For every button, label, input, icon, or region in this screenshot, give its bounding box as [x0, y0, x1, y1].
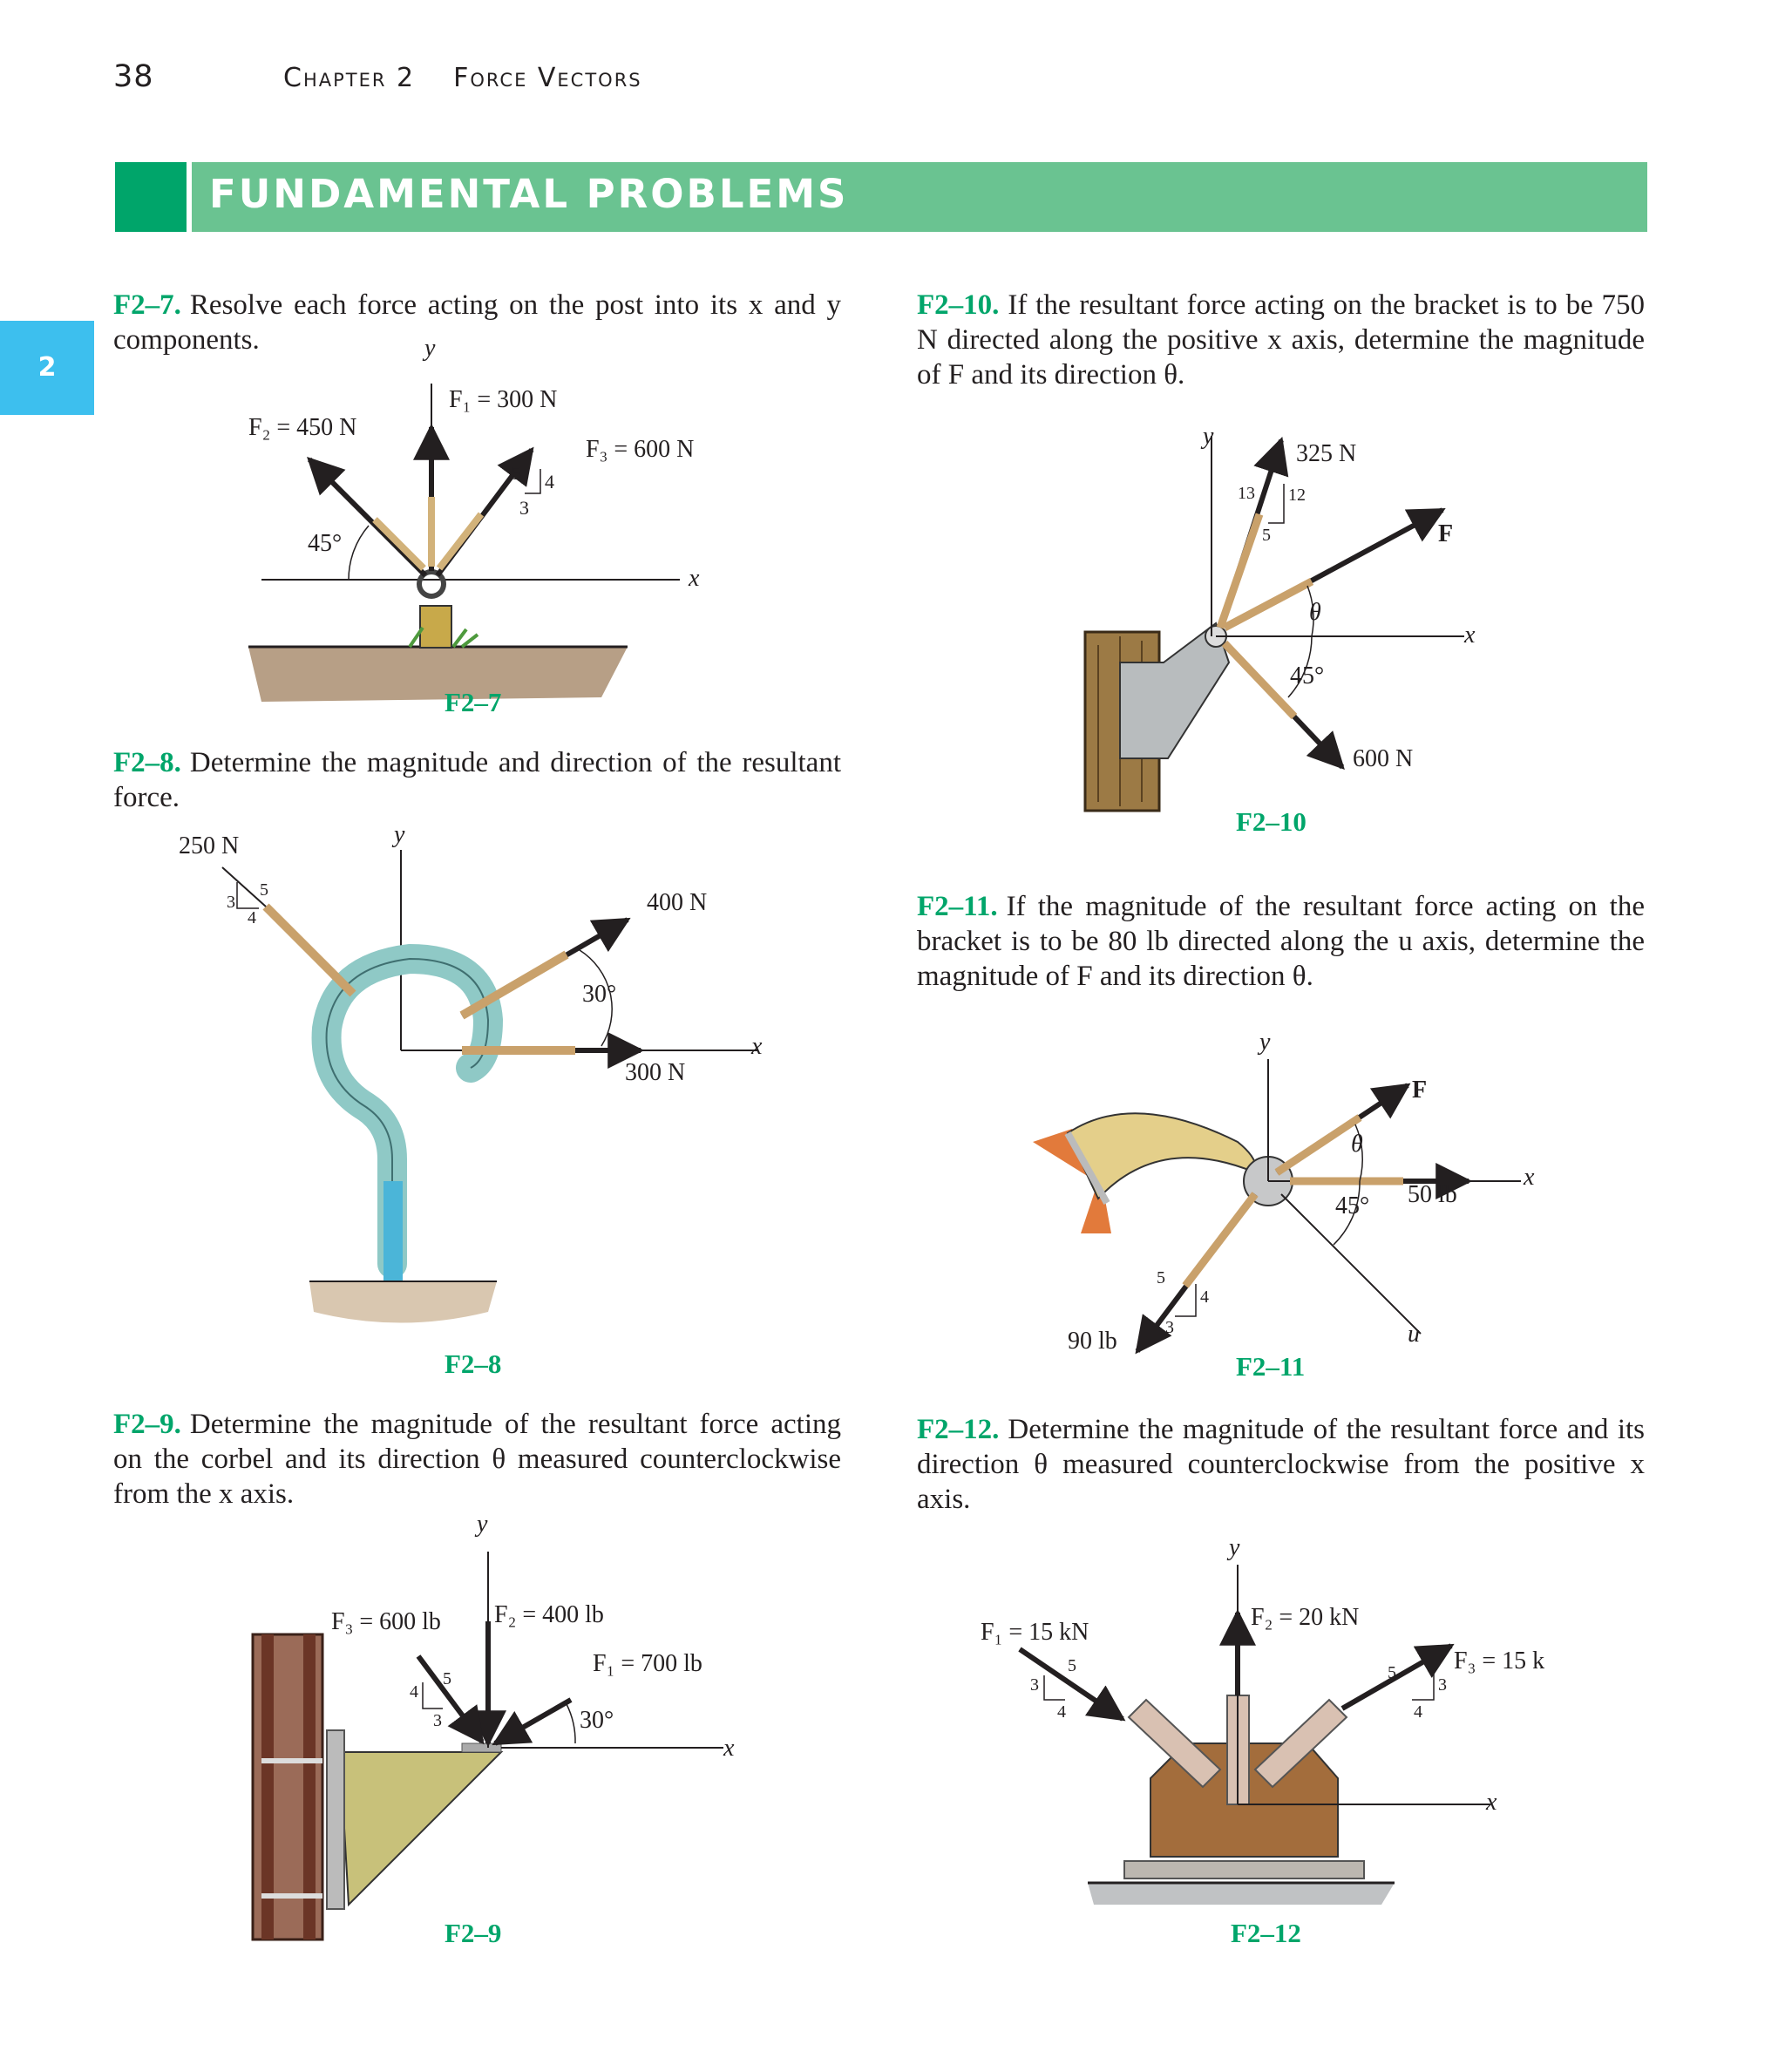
problem-text: If the resultant force acting on the bracket is to be 750 N directed along the positive x axis, determine the magnitude of F and its direction θ.: [917, 289, 1645, 391]
caption-f2-9: F2–9: [445, 1918, 502, 1948]
label-f2: F₂ = 20 kN: [1251, 1604, 1360, 1631]
label-u: u: [1408, 1321, 1420, 1348]
foundation: [1088, 1883, 1395, 1905]
slope-4-left: 4: [1057, 1702, 1066, 1722]
caption-f2-8: F2–8: [445, 1348, 502, 1379]
slope-3: 3: [1165, 1318, 1174, 1337]
problem-id: F2–8.: [113, 747, 181, 778]
label-x: x: [1524, 1164, 1535, 1191]
section-title: FUNDAMENTAL PROBLEMS: [209, 171, 849, 217]
slope-4: 4: [248, 908, 256, 927]
problem-id: F2–10.: [917, 289, 1000, 321]
label-y: y: [477, 1511, 488, 1538]
slope-4: 4: [545, 471, 554, 493]
problem-text: Determine the magnitude of the resultant force and its direction θ measured counterclockwise from the positive x axis.: [917, 1414, 1645, 1515]
base-plate: [1124, 1861, 1364, 1878]
slope-5-right: 5: [1388, 1663, 1396, 1682]
label-300: 300 N: [625, 1059, 686, 1086]
problem-id: F2–9.: [113, 1409, 181, 1440]
slope-5: 5: [443, 1669, 451, 1688]
page-number: 38: [113, 59, 154, 94]
chapter-side-tab: 2: [0, 321, 94, 415]
problem-id: F2–7.: [113, 289, 181, 321]
label-f2: F₂ = 450 N: [248, 414, 357, 441]
label-325: 325 N: [1296, 440, 1357, 467]
label-theta: θ: [1309, 599, 1321, 626]
label-f3: F₃ = 600 lb: [331, 1608, 441, 1635]
slope-12: 12: [1288, 486, 1306, 505]
label-x: x: [689, 565, 700, 592]
label-F: F: [1438, 520, 1454, 547]
slope-13: 13: [1238, 484, 1255, 503]
label-y: y: [1259, 1029, 1271, 1056]
label-F: F: [1412, 1077, 1428, 1104]
label-y: y: [424, 335, 436, 362]
slope-5: 5: [512, 462, 521, 484]
label-x: x: [1464, 622, 1476, 649]
label-x: x: [1486, 1789, 1497, 1816]
slope-3: 3: [433, 1711, 442, 1730]
slope-3: 3: [227, 893, 235, 912]
label-600: 600 N: [1353, 745, 1414, 772]
slope-5: 5: [1157, 1268, 1165, 1287]
label-angle: 45°: [308, 530, 343, 557]
label-f1: F₁ = 300 N: [449, 386, 558, 413]
label-theta: θ: [1351, 1131, 1363, 1158]
problem-text: Resolve each force acting on the post into its x and y components.: [113, 289, 841, 356]
slope-5: 5: [260, 880, 268, 900]
slope-4: 4: [1200, 1287, 1209, 1307]
label-50: 50 lb: [1408, 1181, 1457, 1208]
caption-f2-10: F2–10: [1236, 806, 1307, 837]
slope-3: 3: [519, 497, 529, 519]
chapter-label: Chapter 2: [283, 63, 416, 93]
slope-5-left: 5: [1068, 1656, 1076, 1675]
caption-f2-12: F2–12: [1231, 1918, 1301, 1948]
label-f2: F₂ = 400 lb: [494, 1601, 604, 1628]
label-f3: F₃ = 15 k: [1454, 1647, 1545, 1675]
force-arrow-f3: [1342, 1646, 1451, 1709]
label-x: x: [751, 1033, 763, 1060]
caption-f2-11: F2–11: [1236, 1351, 1306, 1382]
label-angle: 30°: [582, 981, 617, 1008]
label-angle: 45°: [1290, 662, 1325, 690]
slope-4: 4: [410, 1682, 418, 1702]
label-x: x: [723, 1735, 735, 1762]
label-angle: 30°: [580, 1707, 614, 1734]
chapter-title: Force Vectors: [453, 63, 642, 93]
label-y: y: [1229, 1534, 1240, 1561]
label-400: 400 N: [647, 889, 708, 916]
slope-3-left: 3: [1030, 1675, 1039, 1695]
label-y: y: [394, 821, 405, 848]
caption-f2-7: F2–7: [445, 687, 502, 717]
problem-id: F2–11.: [917, 891, 998, 922]
label-angle: 45°: [1335, 1192, 1370, 1219]
slope-5: 5: [1262, 526, 1271, 545]
label-250: 250 N: [179, 832, 240, 859]
label-y: y: [1203, 423, 1214, 450]
problem-text: If the magnitude of the resultant force acting on the bracket is to be 80 lb directed along the u axis, determine the magnitude of F and its direction θ.: [917, 891, 1645, 992]
problem-text: Determine the magnitude of the resultant force acting on the corbel and its direction θ measured counterclockwise from the x axis.: [113, 1409, 841, 1510]
problem-text: Determine the magnitude and direction of the resultant force.: [113, 747, 841, 813]
slope-4-right: 4: [1414, 1702, 1422, 1722]
label-f3: F₃ = 600 N: [586, 436, 695, 463]
slope-3-right: 3: [1438, 1675, 1447, 1695]
problem-id: F2–12.: [917, 1414, 1000, 1445]
label-f1: F₁ = 700 lb: [593, 1650, 702, 1677]
label-f1: F₁ = 15 kN: [981, 1619, 1089, 1646]
label-90: 90 lb: [1068, 1328, 1117, 1355]
